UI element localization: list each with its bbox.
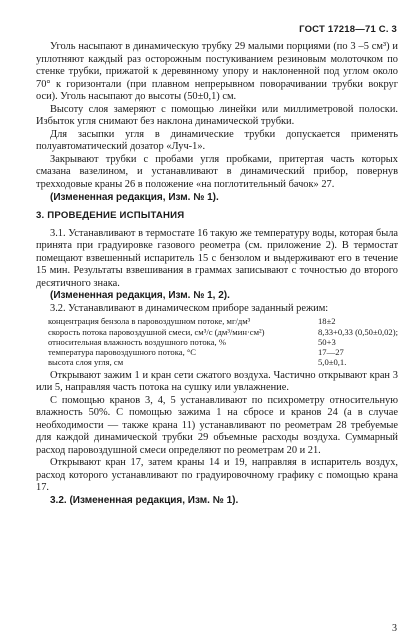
table-row xyxy=(36,357,398,367)
param-value: 50+3 xyxy=(318,336,336,347)
paragraph: Открывают зажим 1 и кран сети сжатого воздуха. Частично открывают кран 3 или 5, направляя часть потока на сушку или увлажнение. xyxy=(36,369,398,394)
param-value: 17—27 xyxy=(318,347,344,358)
table-row xyxy=(36,347,398,357)
section-title: 3. ПРОВЕДЕНИЕ ИСПЫТАНИЯ xyxy=(36,210,185,222)
paragraph-3-2: 3.2. Устанавливают в динамическом приборе заданный режим: xyxy=(50,302,329,314)
paragraph-3-1: 3.1. Устанавливают в термостате 16 такую же температуру воды, которая была принята при градуировке газового реометра (см. приложение 2). В термостат помещают взвешенный испаритель 15 с бензолом и выдерживают его в течение 15 мин. Результаты взвешивания в граммах записывают с точностью до второго десятичного знака. xyxy=(36,227,398,289)
paragraph: Открывают кран 17, затем краны 14 и 19, направляя в испаритель воздух, расход которого устанавливают по градуировочному графику с помощью крана 17. xyxy=(36,457,398,494)
table-row xyxy=(36,327,398,337)
param-name: скорость потока паровоздушной смеси, см³/с (дм³/мин·см²) xyxy=(48,326,265,337)
param-name: высота слоя угля, см xyxy=(48,357,124,368)
paragraph: Для засыпки угля в динамические трубки допускается применять полуавтоматический дозатор «Луч-1». xyxy=(36,128,398,153)
paragraph: Закрывают трубки с пробами угля пробками, притертая часть которых смазана вазелином, и устанавливают в динамический прибор, повернув трехходовые краны 26 в положение «на поглотительный бачок» 27. xyxy=(36,153,398,191)
param-name: концентрация бензола в паровоздушном потоке, мг/дм³ xyxy=(48,316,251,327)
paragraph: С помощью кранов 3, 4, 5 устанавливают по психрометру относительную влажность 50%. С помощью зажима 1 на сбросе и кранов 24 (а в случае необходимости — также крана 11) устанавливают по реометрам 28 требуемые для каждой динамической трубки 29 объемные расходы воздуха. Суммарный расход паровоздушной смеси определяют по реометрам 20 и 21. xyxy=(36,394,398,456)
table-row xyxy=(36,316,398,326)
param-name: температура паровоздушного потока, °С xyxy=(48,347,197,358)
table-row xyxy=(36,337,398,347)
document-body xyxy=(36,41,398,508)
edit-note: (Измененная редакция, Изм. № 1, 2). xyxy=(50,290,230,302)
edit-note: 3.2. (Измененная редакция, Изм. № 1). xyxy=(50,494,239,506)
page-header: ГОСТ 17218—71 С. 3 xyxy=(299,24,397,35)
param-name: относительная влажность воздушного потока, % xyxy=(48,336,226,347)
page-number: 3 xyxy=(392,623,397,634)
mode-parameters-table xyxy=(36,316,398,367)
edit-note: (Измененная редакция, Изм. № 1). xyxy=(50,191,219,203)
param-value: 18±2 xyxy=(318,316,336,327)
paragraph: Высоту слоя замеряют с помощью линейки или миллиметровой полоски. Избыток угля снимают без наклона динамической трубки. xyxy=(36,103,398,128)
param-value: 8,33+0,33 (0,50±0,02); xyxy=(318,326,398,337)
param-value: 5,0±0,1. xyxy=(318,357,347,368)
paragraph: Уголь насыпают в динамическую трубку 29 малыми порциями (по 3 –5 см³) и уплотняют каждый раз осторожным постукиванием резиновым молоточком по стенке трубки, прижатой к деревянному упору и наклоненной под углом около 70° к горизонтали (при плавном непрерывном поворачивании трубки вокруг оси). Уголь насыпают до высоты (50±0,1) см. xyxy=(36,41,398,103)
